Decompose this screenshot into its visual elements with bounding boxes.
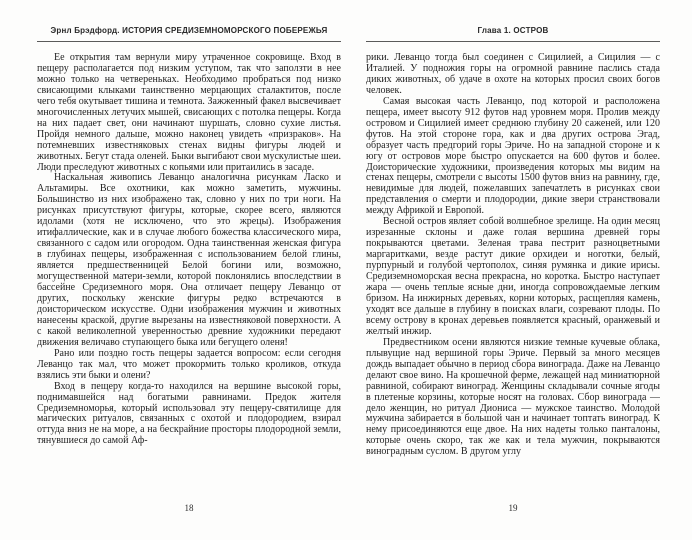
- right-page-body: [366, 53, 660, 495]
- body-paragraph: Наскальная живопись Леванцо аналогична рисункам Ласко и Альтамиры. Все охотники, как можно заметить, мужчины. Большинство из них изображено так, словно у них по три ноги. На рисунках присутствуют фигуры, которые, скорее всего, являются идолами (хотя не исключено, что это жрецы). Изображения итифаллические, как и в случае любого божества классического мира, связанного с садом или огородом. Одна таинственная женская фигура в глубинах пещеры, изображенная с использованием белой глины, является предшественницей Белой богини или, возможно, могущественной матери-земли, которой поклонялись впоследствии в бассейне Средиземного моря. Она отличает пещеру Леванцо от других, поскольку женские фигуры редко встречаются в доисторическом искусстве. Одни изображения мужчин и животных нанесены краской, другие вырезаны на известняковой поверхности. А с какой великолепной уверенностью древние художники передают движения величаво ступающего быка или бегущего оленя!: [37, 172, 341, 348]
- right-page: [366, 26, 660, 526]
- left-page: [37, 26, 341, 526]
- body-paragraph: Предвестником осени являются низкие темные кучевые облака, плывущие над вершиной горы Эриче. Первый за много месяцев дождь выпадает обычно в период сбора винограда. Даже на Леванцо делают свое вино. На крошечной ферме, лежащей над миниатюрной равниной, собирают виноград. Женщины складывали сочные ягоды в плетеные корзины, которые носят на головах. Сбор винограда — дело женщин, но ритуал Диониса — мужское таинство. Молодой мужчина забирается в большой чан и начинает топтать виноград. К нему присоединяются еще двое. На них надеты только панталоны, которые очень скоро, так же как и тела мужчин, покрываются виноградным суслом. В другом углу: [366, 336, 660, 458]
- body-paragraph: Вход в пещеру когда-то находился на вершине высокой горы, поднимавшейся над богатыми равнинами. Предок жителя Средиземноморья, который использовал эту пещеру-святилище для магических ритуалов, связанных с охотой и плодородием, взирал оттуда вниз не на море, а на бескрайние просторы плодородной земли, тянувшиеся до самой Аф-: [37, 380, 341, 447]
- left-running-header: Эрнл Брэдфорд. ИСТОРИЯ СРЕДИЗЕМНОМОРСКОГО ПОБЕРЕЖЬЯ: [37, 26, 341, 42]
- body-paragraph: рики. Леванцо тогда был соединен с Сицилией, а Сицилия — с Италией. У подножия горы на огромной равнине паслись стада диких животных, об удаче в охоте на которых просил своих богов человек.: [366, 53, 660, 96]
- page-number-right: 19: [508, 503, 518, 513]
- body-paragraph: Весной остров являет собой волшебное зрелище. На один месяц изрезанные склоны и даже голая вершина древней горы покрываются цветами. Зеленая трава пестрит разноцветными маргаритками, везде растут дикие орхидеи и ноготки, белый, пурпурный и голубой чертополох, синяя румянка и дикие ирисы. Средиземноморская весна прекрасна, но коротка. Быстро наступает жара — очень теплые ясные дни, иногда сопровождаемые легким бризом. На инжирных деревьях, корни которых, расщепляя камень, уходят все дальше в глубину в поисках влаги, созревают плоды. По всему острову в кронах деревьев появляется красный, оранжевый и желтый инжир.: [366, 216, 660, 337]
- left-page-body: [37, 53, 341, 495]
- page-number-left: 18: [184, 503, 194, 513]
- right-running-header: Глава 1. ОСТРОВ: [366, 26, 660, 42]
- body-paragraph: Рано или поздно гость пещеры задается вопросом: если сегодня Леванцо так мал, что может прокормить только кроликов, откуда взялись эти быки и олени?: [37, 347, 341, 381]
- body-paragraph: Самая высокая часть Леванцо, под которой и расположена пещера, имеет высоту 912 футов над уровнем моря. Пролив между островом и Сицилией имеет среднюю глубину 20 саженей, или 120 футов. На этой стороне гора, как и два других острова Эгад, образует часть предгорий горы Эриче. Но на западной стороне и к югу от островов море быстро опускается на 600 футов и более. Доисторические художники, произведения которых мы видим на стенах пещеры, смотрели с высоты 1500 футов вниз на равнину, где, невидимые для людей, пожелавших запечатлеть в рисунках свои представления о смерти и плодородии, дикие звери странствовали между Африкой и Европой.: [366, 95, 660, 217]
- body-paragraph: Ее открытия там вернули миру утраченное сокровище. Вход в пещеру располагается под низким уступом, так что заползти в нее можно только на четвереньках. Необходимо пробраться под низко свисающими клыками таинственно мерцающих сталактитов, после чего тебя окутывает тишина и темнота. Зажженный факел высвечивает многочисленных летучих мышей, свисающих с потолка пещеры. Когда на них падает свет, они начинают шуршать, словно сухие листья. Пройдя немного дальше, можно наконец увидеть «призраков». На потемневших известняковых стенах видны фигуры людей и животных. Бегут стада оленей. Быки выгибают свои мускулистые шеи. Люди преследуют животных с копьями или притаились в засаде.: [37, 53, 341, 173]
